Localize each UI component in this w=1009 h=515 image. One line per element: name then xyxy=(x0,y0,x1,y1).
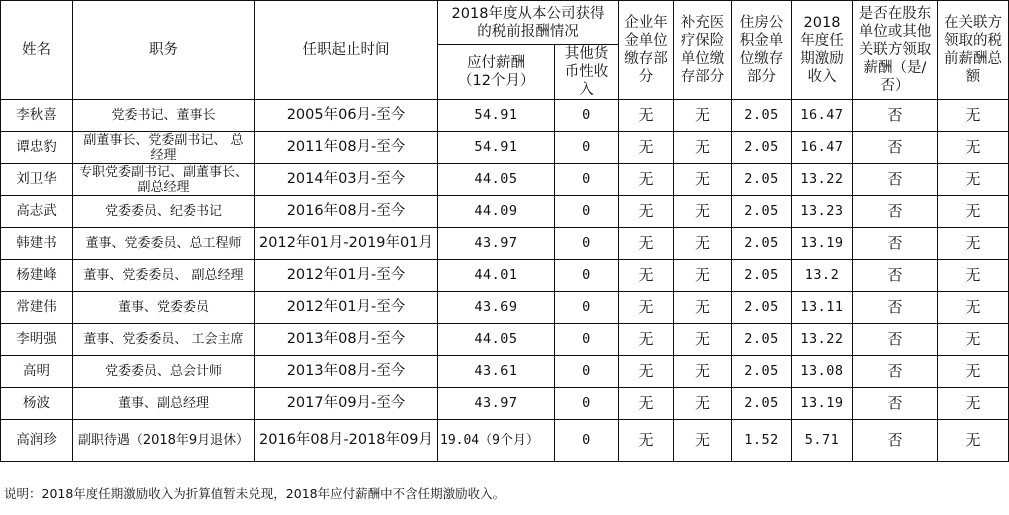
footnote: 说明：2018年度任期激励收入为折算值暂未兑现，2018年应付薪酬中不含任期激励收入。 xyxy=(4,486,506,501)
header-housing: 住房公积金单位缴存部分 xyxy=(732,1,792,100)
cell-term: 2016年08月-2018年09月 xyxy=(255,420,438,462)
cell-other-income: 0 xyxy=(555,420,619,462)
cell-other-income: 0 xyxy=(555,132,619,164)
cell-name: 杨建峰 xyxy=(1,260,73,292)
cell-other-income: 0 xyxy=(555,324,619,356)
table-row xyxy=(1,292,1009,324)
cell-name: 高明 xyxy=(1,356,73,388)
cell-term: 2013年08月-至今 xyxy=(255,324,438,356)
cell-incentive: 13.11 xyxy=(792,292,853,324)
cell-position: 党委委员、总会计师 xyxy=(73,356,255,388)
cell-term: 2005年06月-至今 xyxy=(255,100,438,132)
cell-incentive: 13.22 xyxy=(792,164,853,196)
cell-medical: 无 xyxy=(674,196,732,228)
cell-name: 高润珍 xyxy=(1,420,73,462)
table-row xyxy=(1,196,1009,228)
cell-related-party: 否 xyxy=(853,388,938,420)
cell-related-total: 无 xyxy=(938,324,1009,356)
header-other-income: 其他货币性收入 xyxy=(555,45,619,100)
cell-medical: 无 xyxy=(674,324,732,356)
cell-position: 党委委员、纪委书记 xyxy=(73,196,255,228)
cell-position: 党委书记、董事长 xyxy=(73,100,255,132)
cell-related-party: 否 xyxy=(853,260,938,292)
cell-term: 2012年01月-至今 xyxy=(255,292,438,324)
table-row xyxy=(1,260,1009,292)
cell-name: 常建伟 xyxy=(1,292,73,324)
cell-related-party: 否 xyxy=(853,356,938,388)
header-annuity: 企业年金单位缴存部分 xyxy=(619,1,674,100)
header-salary: 应付薪酬（12个月） xyxy=(438,45,555,100)
cell-salary: 43.61 xyxy=(438,356,555,388)
cell-salary: 44.01 xyxy=(438,260,555,292)
cell-position: 董事、党委委员、总工程师 xyxy=(73,228,255,260)
cell-housing: 2.05 xyxy=(732,132,792,164)
cell-other-income: 0 xyxy=(555,388,619,420)
cell-position: 董事、党委委员、 副总经理 xyxy=(73,260,255,292)
cell-housing: 2.05 xyxy=(732,228,792,260)
header-medical: 补充医疗保险单位缴存部分 xyxy=(674,1,732,100)
cell-salary: 43.69 xyxy=(438,292,555,324)
cell-medical: 无 xyxy=(674,356,732,388)
cell-name: 李明强 xyxy=(1,324,73,356)
cell-other-income: 0 xyxy=(555,164,619,196)
cell-annuity: 无 xyxy=(619,420,674,462)
table-row xyxy=(1,132,1009,164)
cell-housing: 2.05 xyxy=(732,324,792,356)
cell-housing: 1.52 xyxy=(732,420,792,462)
cell-term: 2017年09月-至今 xyxy=(255,388,438,420)
cell-medical: 无 xyxy=(674,420,732,462)
cell-related-total: 无 xyxy=(938,292,1009,324)
cell-incentive: 13.2 xyxy=(792,260,853,292)
cell-other-income: 0 xyxy=(555,292,619,324)
cell-housing: 2.05 xyxy=(732,100,792,132)
cell-other-income: 0 xyxy=(555,260,619,292)
cell-related-party: 否 xyxy=(853,420,938,462)
cell-other-income: 0 xyxy=(555,100,619,132)
cell-term: 2012年01月-至今 xyxy=(255,260,438,292)
cell-term: 2013年08月-至今 xyxy=(255,356,438,388)
header-related-total: 在关联方领取的税前薪酬总额 xyxy=(938,1,1009,100)
table-row xyxy=(1,324,1009,356)
table-body xyxy=(1,100,1009,462)
cell-name: 李秋喜 xyxy=(1,100,73,132)
cell-annuity: 无 xyxy=(619,324,674,356)
cell-annuity: 无 xyxy=(619,164,674,196)
header-incentive: 2018年度任期激励收入 xyxy=(792,1,853,100)
cell-related-party: 否 xyxy=(853,100,938,132)
cell-name: 谭忠豹 xyxy=(1,132,73,164)
cell-related-total: 无 xyxy=(938,132,1009,164)
cell-related-party: 否 xyxy=(853,196,938,228)
cell-other-income: 0 xyxy=(555,356,619,388)
header-related-party: 是否在股东单位或其他关联方领取薪酬（是/否） xyxy=(853,1,938,100)
cell-medical: 无 xyxy=(674,388,732,420)
header-row xyxy=(1,1,1009,45)
cell-incentive: 13.23 xyxy=(792,196,853,228)
cell-housing: 2.05 xyxy=(732,260,792,292)
cell-salary: 44.05 xyxy=(438,164,555,196)
cell-salary: 54.91 xyxy=(438,132,555,164)
cell-name: 刘卫华 xyxy=(1,164,73,196)
cell-position: 副职待遇（2018年9月退休） xyxy=(73,420,255,462)
cell-name: 杨波 xyxy=(1,388,73,420)
cell-position: 副董事长、党委副书记、 总经理 xyxy=(73,132,255,164)
cell-salary: 44.09 xyxy=(438,196,555,228)
table-row xyxy=(1,420,1009,462)
cell-annuity: 无 xyxy=(619,356,674,388)
cell-housing: 2.05 xyxy=(732,356,792,388)
cell-salary: 43.97 xyxy=(438,228,555,260)
cell-salary: 19.04（9个月） xyxy=(438,420,555,462)
cell-annuity: 无 xyxy=(619,196,674,228)
cell-related-total: 无 xyxy=(938,164,1009,196)
cell-position: 董事、党委委员 xyxy=(73,292,255,324)
cell-medical: 无 xyxy=(674,100,732,132)
cell-term: 2012年01月-2019年01月 xyxy=(255,228,438,260)
cell-incentive: 16.47 xyxy=(792,132,853,164)
cell-position: 董事、党委委员、 工会主席 xyxy=(73,324,255,356)
cell-related-party: 否 xyxy=(853,132,938,164)
cell-other-income: 0 xyxy=(555,228,619,260)
cell-related-party: 否 xyxy=(853,324,938,356)
cell-incentive: 13.08 xyxy=(792,356,853,388)
cell-related-total: 无 xyxy=(938,260,1009,292)
cell-incentive: 5.71 xyxy=(792,420,853,462)
table-row xyxy=(1,388,1009,420)
cell-related-party: 否 xyxy=(853,292,938,324)
cell-housing: 2.05 xyxy=(732,292,792,324)
cell-related-total: 无 xyxy=(938,196,1009,228)
cell-annuity: 无 xyxy=(619,260,674,292)
cell-annuity: 无 xyxy=(619,228,674,260)
cell-medical: 无 xyxy=(674,292,732,324)
cell-name: 韩建书 xyxy=(1,228,73,260)
cell-annuity: 无 xyxy=(619,388,674,420)
cell-annuity: 无 xyxy=(619,100,674,132)
cell-salary: 44.05 xyxy=(438,324,555,356)
cell-incentive: 13.22 xyxy=(792,324,853,356)
cell-related-party: 否 xyxy=(853,228,938,260)
cell-term: 2016年08月-至今 xyxy=(255,196,438,228)
header-group-pay: 2018年度从本公司获得的税前报酬情况 xyxy=(438,1,619,45)
cell-medical: 无 xyxy=(674,164,732,196)
cell-salary: 43.97 xyxy=(438,388,555,420)
cell-other-income: 0 xyxy=(555,196,619,228)
cell-related-total: 无 xyxy=(938,356,1009,388)
cell-position: 专职党委副书记、副董事长、副总经理 xyxy=(73,164,255,196)
cell-name: 高志武 xyxy=(1,196,73,228)
cell-related-total: 无 xyxy=(938,420,1009,462)
table-row xyxy=(1,100,1009,132)
cell-housing: 2.05 xyxy=(732,388,792,420)
cell-medical: 无 xyxy=(674,260,732,292)
table-row xyxy=(1,164,1009,196)
header-name: 姓名 xyxy=(1,1,73,100)
table-row xyxy=(1,356,1009,388)
cell-housing: 2.05 xyxy=(732,164,792,196)
cell-incentive: 16.47 xyxy=(792,100,853,132)
cell-term: 2011年08月-至今 xyxy=(255,132,438,164)
cell-annuity: 无 xyxy=(619,132,674,164)
cell-salary: 54.91 xyxy=(438,100,555,132)
cell-related-total: 无 xyxy=(938,388,1009,420)
cell-related-total: 无 xyxy=(938,100,1009,132)
cell-annuity: 无 xyxy=(619,292,674,324)
cell-medical: 无 xyxy=(674,132,732,164)
cell-incentive: 13.19 xyxy=(792,228,853,260)
header-term: 任职起止时间 xyxy=(255,1,438,100)
cell-incentive: 13.19 xyxy=(792,388,853,420)
table-row xyxy=(1,228,1009,260)
cell-housing: 2.05 xyxy=(732,196,792,228)
cell-related-party: 否 xyxy=(853,164,938,196)
cell-position: 董事、副总经理 xyxy=(73,388,255,420)
cell-medical: 无 xyxy=(674,228,732,260)
cell-term: 2014年03月-至今 xyxy=(255,164,438,196)
cell-related-total: 无 xyxy=(938,228,1009,260)
header-position: 职务 xyxy=(73,1,255,100)
